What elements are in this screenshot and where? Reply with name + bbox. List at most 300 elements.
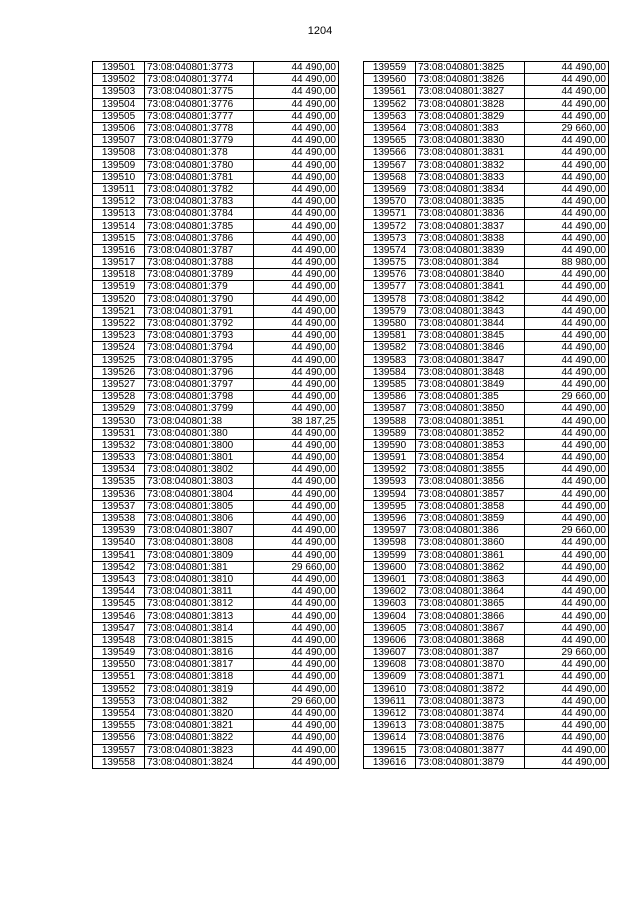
table-row [364, 695, 609, 707]
row-number-cell: 139586 [364, 391, 416, 403]
table-row [364, 671, 609, 683]
table-row [364, 452, 609, 464]
row-number-cell: 139600 [364, 561, 416, 573]
table-row [93, 269, 339, 281]
row-number-cell: 139562 [364, 98, 416, 110]
value-cell: 44 490,00 [254, 720, 339, 732]
table-row [364, 342, 609, 354]
table-row [93, 196, 339, 208]
cadastral-number-cell: 73:08:040801:382 [145, 695, 254, 707]
row-number-cell: 139512 [93, 196, 145, 208]
row-number-cell: 139549 [93, 647, 145, 659]
table-row [93, 720, 339, 732]
cadastral-number-cell: 73:08:040801:3814 [145, 622, 254, 634]
cadastral-number-cell: 73:08:040801:3801 [145, 452, 254, 464]
cadastral-number-cell: 73:08:040801:3877 [416, 744, 525, 756]
value-cell: 44 490,00 [525, 366, 609, 378]
row-number-cell: 139616 [364, 756, 416, 768]
table-row [364, 732, 609, 744]
table-row [364, 354, 609, 366]
cadastral-number-cell: 73:08:040801:3841 [416, 281, 525, 293]
row-number-cell: 139604 [364, 610, 416, 622]
row-number-cell: 139508 [93, 147, 145, 159]
cadastral-number-cell: 73:08:040801:3852 [416, 427, 525, 439]
cadastral-number-cell: 73:08:040801:3812 [145, 598, 254, 610]
value-cell: 44 490,00 [254, 244, 339, 256]
cadastral-number-cell: 73:08:040801:3859 [416, 512, 525, 524]
table-row [364, 561, 609, 573]
table-row [364, 647, 609, 659]
cadastral-number-cell: 73:08:040801:3872 [416, 683, 525, 695]
value-cell: 44 490,00 [525, 427, 609, 439]
value-cell: 88 980,00 [525, 257, 609, 269]
cadastral-number-cell: 73:08:040801:3834 [416, 183, 525, 195]
row-number-cell: 139575 [364, 257, 416, 269]
table-row [93, 135, 339, 147]
cadastral-number-cell: 73:08:040801:3874 [416, 707, 525, 719]
cadastral-number-cell: 73:08:040801:3809 [145, 549, 254, 561]
value-cell: 44 490,00 [254, 110, 339, 122]
table-row [364, 330, 609, 342]
cadastral-number-cell: 73:08:040801:3851 [416, 415, 525, 427]
row-number-cell: 139548 [93, 634, 145, 646]
value-cell: 44 490,00 [254, 391, 339, 403]
row-number-cell: 139558 [93, 756, 145, 768]
row-number-cell: 139553 [93, 695, 145, 707]
row-number-cell: 139612 [364, 707, 416, 719]
value-cell: 44 490,00 [254, 610, 339, 622]
value-cell: 44 490,00 [525, 561, 609, 573]
table-row [93, 293, 339, 305]
cadastral-number-cell: 73:08:040801:3781 [145, 171, 254, 183]
value-cell: 44 490,00 [525, 476, 609, 488]
row-number-cell: 139519 [93, 281, 145, 293]
value-cell: 44 490,00 [525, 293, 609, 305]
cadastral-number-cell: 73:08:040801:3786 [145, 232, 254, 244]
table-row [364, 488, 609, 500]
row-number-cell: 139540 [93, 537, 145, 549]
row-number-cell: 139596 [364, 512, 416, 524]
value-cell: 44 490,00 [254, 634, 339, 646]
cadastral-number-cell: 73:08:040801:3804 [145, 488, 254, 500]
row-number-cell: 139501 [93, 62, 145, 74]
table-row [93, 244, 339, 256]
value-cell: 44 490,00 [525, 342, 609, 354]
table-row [364, 549, 609, 561]
table-row [364, 707, 609, 719]
value-cell: 44 490,00 [525, 707, 609, 719]
cadastral-number-cell: 73:08:040801:3819 [145, 683, 254, 695]
value-cell: 44 490,00 [254, 647, 339, 659]
value-cell: 44 490,00 [254, 537, 339, 549]
row-number-cell: 139589 [364, 427, 416, 439]
value-cell: 44 490,00 [525, 159, 609, 171]
table-row [364, 720, 609, 732]
row-number-cell: 139533 [93, 452, 145, 464]
cadastral-number-cell: 73:08:040801:3789 [145, 269, 254, 281]
row-number-cell: 139605 [364, 622, 416, 634]
value-cell: 44 490,00 [525, 74, 609, 86]
table-row [364, 232, 609, 244]
value-cell: 44 490,00 [254, 439, 339, 451]
row-number-cell: 139576 [364, 269, 416, 281]
row-number-cell: 139568 [364, 171, 416, 183]
value-cell: 44 490,00 [254, 208, 339, 220]
value-cell: 44 490,00 [525, 695, 609, 707]
table-row [364, 427, 609, 439]
table-row [364, 378, 609, 390]
cadastral-number-cell: 73:08:040801:3793 [145, 330, 254, 342]
row-number-cell: 139567 [364, 159, 416, 171]
row-number-cell: 139613 [364, 720, 416, 732]
value-cell: 44 490,00 [525, 171, 609, 183]
value-cell: 44 490,00 [254, 525, 339, 537]
cadastral-number-cell: 73:08:040801:3779 [145, 135, 254, 147]
cadastral-number-cell: 73:08:040801:383 [416, 122, 525, 134]
cadastral-number-cell: 73:08:040801:3858 [416, 500, 525, 512]
value-cell: 44 490,00 [525, 354, 609, 366]
cadastral-number-cell: 73:08:040801:3816 [145, 647, 254, 659]
cadastral-number-cell: 73:08:040801:3803 [145, 476, 254, 488]
cadastral-number-cell: 73:08:040801:3785 [145, 220, 254, 232]
row-number-cell: 139552 [93, 683, 145, 695]
cadastral-number-cell: 73:08:040801:3802 [145, 464, 254, 476]
row-number-cell: 139572 [364, 220, 416, 232]
value-cell: 44 490,00 [254, 512, 339, 524]
value-cell: 44 490,00 [525, 232, 609, 244]
table-row [93, 695, 339, 707]
cadastral-number-cell: 73:08:040801:3846 [416, 342, 525, 354]
row-number-cell: 139564 [364, 122, 416, 134]
table-row [93, 537, 339, 549]
row-number-cell: 139505 [93, 110, 145, 122]
cadastral-number-cell: 73:08:040801:3782 [145, 183, 254, 195]
cadastral-number-cell: 73:08:040801:3800 [145, 439, 254, 451]
row-number-cell: 139563 [364, 110, 416, 122]
cadastral-number-cell: 73:08:040801:3855 [416, 464, 525, 476]
value-cell: 44 490,00 [525, 415, 609, 427]
value-cell: 44 490,00 [254, 305, 339, 317]
row-number-cell: 139597 [364, 525, 416, 537]
value-cell: 44 490,00 [254, 622, 339, 634]
cadastral-number-cell: 73:08:040801:3805 [145, 500, 254, 512]
table-row [93, 208, 339, 220]
cadastral-number-cell: 73:08:040801:3775 [145, 86, 254, 98]
table-row [364, 659, 609, 671]
cadastral-number-cell: 73:08:040801:3798 [145, 391, 254, 403]
cadastral-number-cell: 73:08:040801:3826 [416, 74, 525, 86]
cadastral-number-cell: 73:08:040801:3879 [416, 756, 525, 768]
row-number-cell: 139606 [364, 634, 416, 646]
table-row [364, 464, 609, 476]
row-number-cell: 139582 [364, 342, 416, 354]
cadastral-number-cell: 73:08:040801:3822 [145, 732, 254, 744]
value-cell: 44 490,00 [254, 683, 339, 695]
row-number-cell: 139570 [364, 196, 416, 208]
row-number-cell: 139537 [93, 500, 145, 512]
cadastral-number-cell: 73:08:040801:3777 [145, 110, 254, 122]
cadastral-number-cell: 73:08:040801:3868 [416, 634, 525, 646]
table-row [93, 317, 339, 329]
value-cell: 44 490,00 [254, 293, 339, 305]
table-row [364, 476, 609, 488]
cadastral-number-cell: 73:08:040801:3861 [416, 549, 525, 561]
value-cell: 44 490,00 [525, 744, 609, 756]
cadastral-number-cell: 73:08:040801:3870 [416, 659, 525, 671]
table-row [93, 147, 339, 159]
table-row [93, 452, 339, 464]
value-cell: 29 660,00 [254, 695, 339, 707]
cadastral-number-cell: 73:08:040801:3863 [416, 573, 525, 585]
value-cell: 44 490,00 [254, 196, 339, 208]
cadastral-number-cell: 73:08:040801:3865 [416, 598, 525, 610]
row-number-cell: 139550 [93, 659, 145, 671]
cadastral-number-cell: 73:08:040801:3847 [416, 354, 525, 366]
value-cell: 44 490,00 [525, 573, 609, 585]
value-cell: 44 490,00 [254, 269, 339, 281]
row-number-cell: 139588 [364, 415, 416, 427]
table-row [93, 403, 339, 415]
value-cell: 44 490,00 [254, 427, 339, 439]
row-number-cell: 139528 [93, 391, 145, 403]
table-row [364, 122, 609, 134]
table-row [364, 366, 609, 378]
table-row [93, 671, 339, 683]
cadastral-number-cell: 73:08:040801:3853 [416, 439, 525, 451]
value-cell: 44 490,00 [254, 220, 339, 232]
cadastral-number-cell: 73:08:040801:3820 [145, 707, 254, 719]
value-cell: 44 490,00 [254, 707, 339, 719]
row-number-cell: 139551 [93, 671, 145, 683]
cadastral-number-cell: 73:08:040801:3837 [416, 220, 525, 232]
value-cell: 44 490,00 [525, 305, 609, 317]
table-row [364, 403, 609, 415]
row-number-cell: 139531 [93, 427, 145, 439]
value-cell: 44 490,00 [254, 98, 339, 110]
table-row [364, 415, 609, 427]
table-row [93, 122, 339, 134]
row-number-cell: 139594 [364, 488, 416, 500]
cadastral-number-cell: 73:08:040801:3854 [416, 452, 525, 464]
table-row [93, 622, 339, 634]
value-cell: 44 490,00 [254, 500, 339, 512]
cadastral-number-cell: 73:08:040801:3780 [145, 159, 254, 171]
table-row [93, 561, 339, 573]
table-row [93, 573, 339, 585]
table-row [364, 525, 609, 537]
value-cell: 44 490,00 [525, 330, 609, 342]
right-table-body [364, 62, 609, 769]
cadastral-number-cell: 73:08:040801:3828 [416, 98, 525, 110]
value-cell: 29 660,00 [525, 391, 609, 403]
cadastral-number-cell: 73:08:040801:3832 [416, 159, 525, 171]
value-cell: 44 490,00 [525, 512, 609, 524]
table-row [364, 586, 609, 598]
value-cell: 29 660,00 [525, 122, 609, 134]
table-row [364, 744, 609, 756]
page-number: 1204 [307, 25, 333, 37]
table-row [93, 354, 339, 366]
row-number-cell: 139544 [93, 586, 145, 598]
table-row [364, 573, 609, 585]
value-cell: 44 490,00 [525, 500, 609, 512]
table-row [364, 62, 609, 74]
row-number-cell: 139614 [364, 732, 416, 744]
value-cell: 44 490,00 [254, 159, 339, 171]
cadastral-number-cell: 73:08:040801:3856 [416, 476, 525, 488]
row-number-cell: 139527 [93, 378, 145, 390]
cadastral-number-cell: 73:08:040801:3838 [416, 232, 525, 244]
table-row [364, 257, 609, 269]
value-cell: 44 490,00 [525, 464, 609, 476]
value-cell: 44 490,00 [254, 366, 339, 378]
row-number-cell: 139565 [364, 135, 416, 147]
row-number-cell: 139585 [364, 378, 416, 390]
value-cell: 44 490,00 [254, 756, 339, 768]
table-row [93, 427, 339, 439]
row-number-cell: 139510 [93, 171, 145, 183]
row-number-cell: 139511 [93, 183, 145, 195]
cadastral-number-cell: 73:08:040801:3818 [145, 671, 254, 683]
value-cell: 44 490,00 [525, 98, 609, 110]
table-row [93, 732, 339, 744]
row-number-cell: 139577 [364, 281, 416, 293]
value-cell: 44 490,00 [525, 488, 609, 500]
value-cell: 44 490,00 [525, 183, 609, 195]
row-number-cell: 139532 [93, 439, 145, 451]
value-cell: 44 490,00 [525, 208, 609, 220]
table-row [93, 464, 339, 476]
cadastral-number-cell: 73:08:040801:3866 [416, 610, 525, 622]
value-cell: 44 490,00 [525, 549, 609, 561]
row-number-cell: 139573 [364, 232, 416, 244]
row-number-cell: 139523 [93, 330, 145, 342]
left-table-body [93, 62, 339, 769]
table-row [364, 86, 609, 98]
table-row [364, 598, 609, 610]
cadastral-number-cell: 73:08:040801:3788 [145, 257, 254, 269]
table-row [93, 744, 339, 756]
cadastral-number-cell: 73:08:040801:3842 [416, 293, 525, 305]
table-row [93, 86, 339, 98]
value-cell: 44 490,00 [525, 62, 609, 74]
value-cell: 44 490,00 [525, 86, 609, 98]
value-cell: 44 490,00 [254, 659, 339, 671]
value-cell: 44 490,00 [525, 537, 609, 549]
value-cell: 44 490,00 [525, 671, 609, 683]
cadastral-number-cell: 73:08:040801:3864 [416, 586, 525, 598]
row-number-cell: 139530 [93, 415, 145, 427]
table-row [93, 659, 339, 671]
table-row [364, 391, 609, 403]
row-number-cell: 139584 [364, 366, 416, 378]
row-number-cell: 139522 [93, 317, 145, 329]
table-row [364, 610, 609, 622]
table-row [364, 135, 609, 147]
table-row [364, 147, 609, 159]
row-number-cell: 139517 [93, 257, 145, 269]
row-number-cell: 139599 [364, 549, 416, 561]
row-number-cell: 139524 [93, 342, 145, 354]
cadastral-number-cell: 73:08:040801:3783 [145, 196, 254, 208]
cadastral-number-cell: 73:08:040801:3792 [145, 317, 254, 329]
row-number-cell: 139543 [93, 573, 145, 585]
row-number-cell: 139566 [364, 147, 416, 159]
row-number-cell: 139514 [93, 220, 145, 232]
row-number-cell: 139587 [364, 403, 416, 415]
value-cell: 44 490,00 [525, 622, 609, 634]
cadastral-number-cell: 73:08:040801:3808 [145, 537, 254, 549]
cadastral-number-cell: 73:08:040801:3875 [416, 720, 525, 732]
row-number-cell: 139503 [93, 86, 145, 98]
table-row [93, 62, 339, 74]
cadastral-number-cell: 73:08:040801:3790 [145, 293, 254, 305]
table-row [364, 500, 609, 512]
table-row [364, 159, 609, 171]
row-number-cell: 139534 [93, 464, 145, 476]
table-row [364, 98, 609, 110]
cadastral-number-cell: 73:08:040801:3836 [416, 208, 525, 220]
table-row [93, 610, 339, 622]
row-number-cell: 139560 [364, 74, 416, 86]
cadastral-number-cell: 73:08:040801:3829 [416, 110, 525, 122]
cadastral-number-cell: 73:08:040801:3823 [145, 744, 254, 756]
value-cell: 44 490,00 [254, 452, 339, 464]
value-cell: 44 490,00 [254, 147, 339, 159]
value-cell: 44 490,00 [254, 549, 339, 561]
table-row [93, 647, 339, 659]
cadastral-number-cell: 73:08:040801:387 [416, 647, 525, 659]
table-row [93, 342, 339, 354]
row-number-cell: 139592 [364, 464, 416, 476]
row-number-cell: 139506 [93, 122, 145, 134]
cadastral-number-cell: 73:08:040801:3862 [416, 561, 525, 573]
table-row [93, 74, 339, 86]
cadastral-number-cell: 73:08:040801:3824 [145, 756, 254, 768]
row-number-cell: 139502 [93, 74, 145, 86]
value-cell: 44 490,00 [525, 659, 609, 671]
value-cell: 44 490,00 [254, 464, 339, 476]
row-number-cell: 139579 [364, 305, 416, 317]
table-row [93, 220, 339, 232]
cadastral-number-cell: 73:08:040801:3848 [416, 366, 525, 378]
cadastral-number-cell: 73:08:040801:3825 [416, 62, 525, 74]
value-cell: 44 490,00 [525, 135, 609, 147]
table-row [93, 415, 339, 427]
value-cell: 44 490,00 [525, 634, 609, 646]
row-number-cell: 139542 [93, 561, 145, 573]
value-cell: 44 490,00 [525, 317, 609, 329]
value-cell: 44 490,00 [254, 732, 339, 744]
value-cell: 44 490,00 [254, 744, 339, 756]
cadastral-number-cell: 73:08:040801:3844 [416, 317, 525, 329]
table-row [364, 634, 609, 646]
cadastral-number-cell: 73:08:040801:3857 [416, 488, 525, 500]
table-row [93, 439, 339, 451]
value-cell: 44 490,00 [525, 720, 609, 732]
row-number-cell: 139536 [93, 488, 145, 500]
value-cell: 44 490,00 [254, 354, 339, 366]
row-number-cell: 139555 [93, 720, 145, 732]
table-row [364, 220, 609, 232]
value-cell: 44 490,00 [525, 147, 609, 159]
value-cell: 44 490,00 [525, 110, 609, 122]
value-cell: 44 490,00 [254, 488, 339, 500]
table-row [364, 756, 609, 768]
table-row [364, 622, 609, 634]
row-number-cell: 139518 [93, 269, 145, 281]
table-row [364, 281, 609, 293]
